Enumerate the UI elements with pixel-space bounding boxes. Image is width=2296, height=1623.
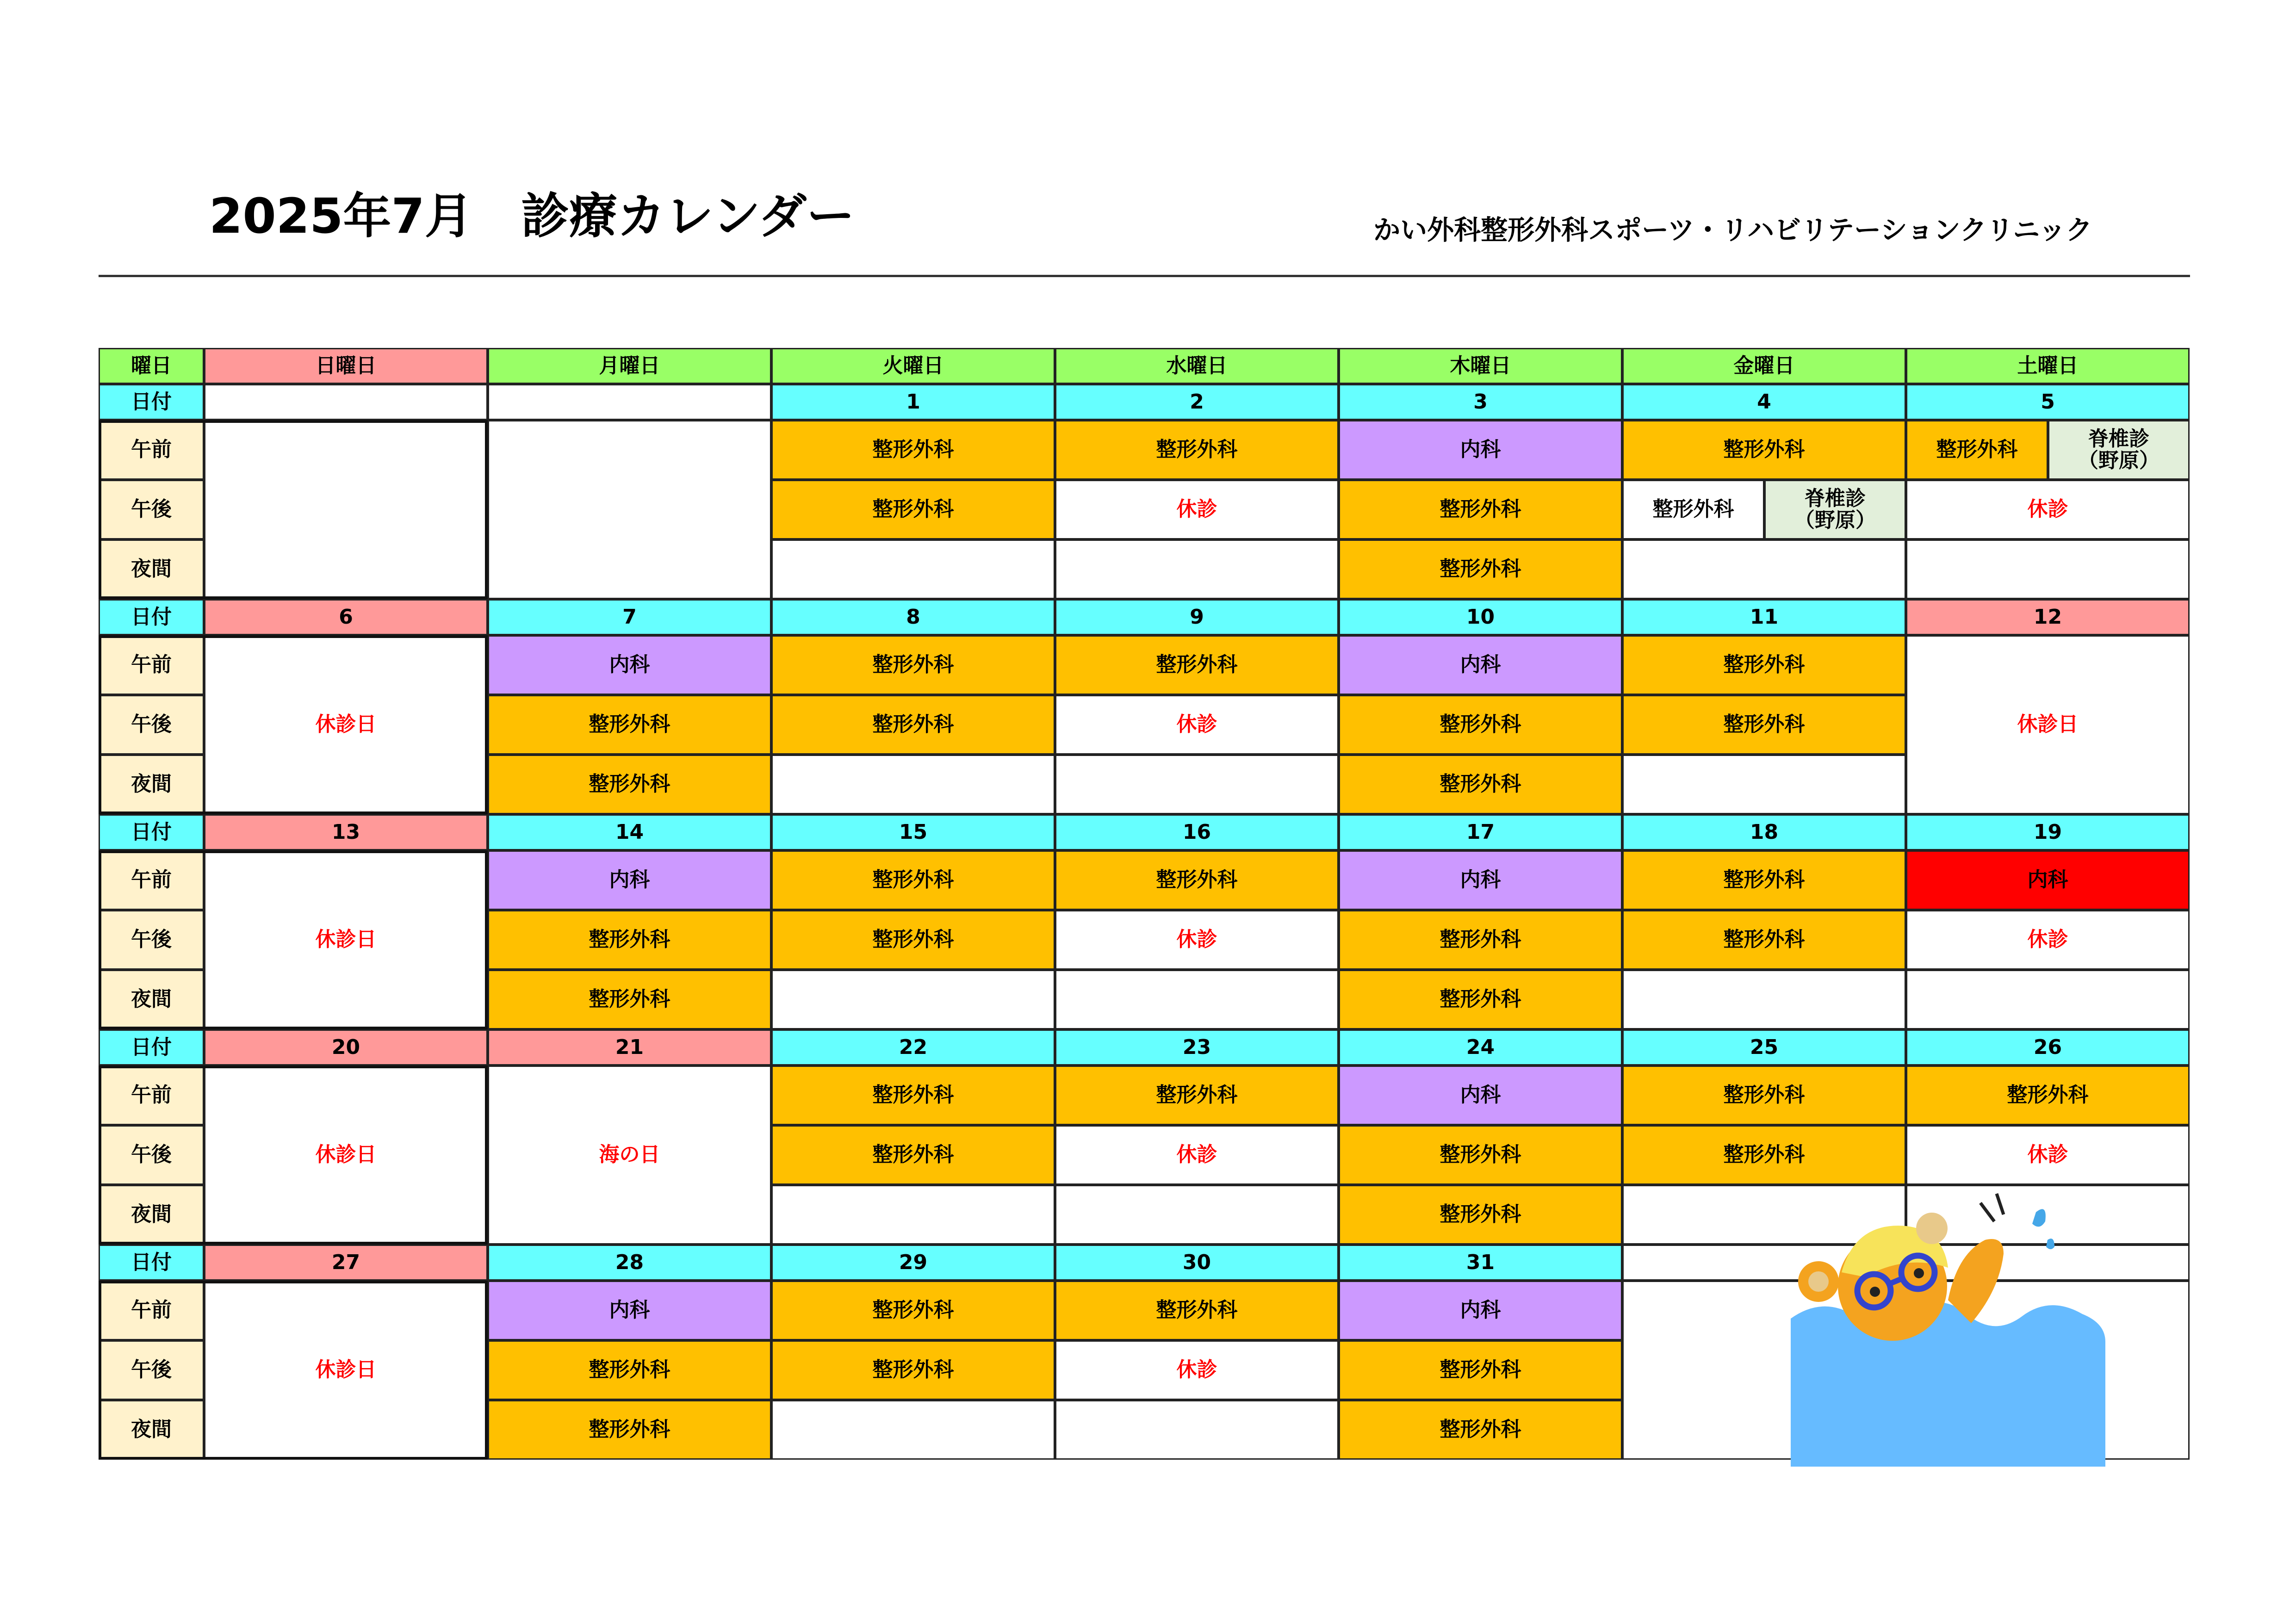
schedule-cell — [1906, 539, 2190, 599]
date-cell — [204, 384, 488, 420]
weekday-header-2: 火曜日 — [771, 348, 1055, 384]
schedule-cell: 整形外科 — [1055, 850, 1339, 910]
clinic-name: かい外科整形外科スポーツ・リハビリテーションクリニック — [1373, 214, 2092, 246]
weekday-header-4: 木曜日 — [1339, 348, 1622, 384]
schedule-cell — [1622, 539, 1906, 599]
session-label-am: 午前 — [99, 850, 204, 910]
date-cell: 16 — [1055, 814, 1339, 850]
date-row-label: 日付 — [99, 814, 204, 850]
date-cell: 12 — [1906, 599, 2190, 635]
date-cell: 8 — [771, 599, 1055, 635]
schedule-cell — [1055, 539, 1339, 599]
schedule-cell: 内科 — [1339, 420, 1622, 480]
schedule-cell: 内科 — [488, 850, 771, 910]
date-cell: 11 — [1622, 599, 1906, 635]
schedule-cell — [771, 1400, 1055, 1460]
date-row-label: 日付 — [99, 1245, 204, 1281]
schedule-cell: 整形外科 — [1622, 850, 1906, 910]
day-closed-cell — [204, 420, 488, 599]
schedule-cell: 整形外科 — [1339, 910, 1622, 970]
date-cell: 21 — [488, 1029, 771, 1065]
session-label-night: 夜間 — [99, 539, 204, 599]
schedule-cell-spine: 脊椎診 （野原） — [2048, 420, 2190, 480]
schedule-cell: 整形外科 — [1339, 755, 1622, 814]
schedule-cell — [1055, 755, 1339, 814]
header-divider — [99, 275, 2190, 277]
day-closed-cell: 休診日 — [204, 1281, 488, 1460]
date-cell: 25 — [1622, 1029, 1906, 1065]
schedule-cell: 整形外科 — [771, 1125, 1055, 1185]
session-label-am: 午前 — [99, 635, 204, 695]
schedule-cell: 整形外科 — [1339, 970, 1622, 1029]
schedule-cell: 整形外科 — [771, 635, 1055, 695]
schedule-cell: 整形外科 — [1339, 1340, 1622, 1400]
day-closed-cell: 休診日 — [204, 635, 488, 814]
weekday-header-corner: 曜日 — [99, 348, 204, 384]
date-row-label: 日付 — [99, 384, 204, 420]
day-closed-cell: 休診日 — [204, 850, 488, 1029]
schedule-cell: 整形外科 — [771, 1340, 1055, 1400]
schedule-cell: 内科 — [1339, 635, 1622, 695]
schedule-cell: 内科 — [488, 1281, 771, 1340]
session-label-am: 午前 — [99, 1065, 204, 1125]
date-cell: 3 — [1339, 384, 1622, 420]
schedule-cell: 休診 — [1906, 910, 2190, 970]
page-title: 2025年7月 診療カレンダー — [209, 188, 855, 244]
schedule-cell: 整形外科 — [771, 1281, 1055, 1340]
schedule-cell: 休診 — [1055, 1340, 1339, 1400]
date-cell: 2 — [1055, 384, 1339, 420]
schedule-cell: 整形外科 — [1622, 1125, 1906, 1185]
schedule-cell — [1622, 755, 1906, 814]
schedule-cell: 整形外科 — [1055, 420, 1339, 480]
schedule-cell — [1055, 1185, 1339, 1245]
weekday-header-6: 土曜日 — [1906, 348, 2190, 384]
schedule-cell: 内科 — [1339, 1065, 1622, 1125]
date-cell: 14 — [488, 814, 771, 850]
swimming-bear-mascot-icon — [1786, 1184, 2110, 1467]
weekday-header-5: 金曜日 — [1622, 348, 1906, 384]
date-cell: 24 — [1339, 1029, 1622, 1065]
day-closed-cell: 海の日 — [488, 1065, 771, 1245]
schedule-cell — [771, 1185, 1055, 1245]
schedule-cell — [1622, 970, 1906, 1029]
schedule-cell — [1055, 970, 1339, 1029]
schedule-cell — [771, 539, 1055, 599]
date-cell: 31 — [1339, 1245, 1622, 1281]
date-cell: 30 — [1055, 1245, 1339, 1281]
date-cell: 18 — [1622, 814, 1906, 850]
schedule-cell: 整形外科 — [1339, 1185, 1622, 1245]
schedule-cell — [1906, 970, 2190, 1029]
date-cell: 19 — [1906, 814, 2190, 850]
schedule-cell: 整形外科 — [1055, 635, 1339, 695]
date-cell: 9 — [1055, 599, 1339, 635]
schedule-cell: 休診 — [1906, 480, 2190, 539]
date-cell: 17 — [1339, 814, 1622, 850]
schedule-cell: 整形外科 — [1622, 480, 1764, 539]
session-label-night: 夜間 — [99, 1400, 204, 1460]
date-cell: 13 — [204, 814, 488, 850]
date-cell — [488, 384, 771, 420]
schedule-cell: 整形外科 — [1339, 480, 1622, 539]
weekday-header-0: 日曜日 — [204, 348, 488, 384]
date-cell: 1 — [771, 384, 1055, 420]
schedule-cell: 整形外科 — [771, 910, 1055, 970]
schedule-cell: 整形外科 — [1339, 695, 1622, 755]
schedule-cell: 整形外科 — [771, 420, 1055, 480]
schedule-cell: 整形外科 — [1055, 1065, 1339, 1125]
day-closed-cell: 休診日 — [204, 1065, 488, 1245]
schedule-cell: 整形外科 — [488, 695, 771, 755]
schedule-cell: 内科 — [1906, 850, 2190, 910]
session-label-night: 夜間 — [99, 970, 204, 1029]
schedule-cell-spine: 脊椎診 （野原） — [1764, 480, 1906, 539]
day-closed-cell: 休診日 — [1906, 635, 2190, 814]
schedule-cell: 整形外科 — [1906, 1065, 2190, 1125]
session-label-am: 午前 — [99, 1281, 204, 1340]
schedule-cell: 整形外科 — [771, 480, 1055, 539]
schedule-cell: 休診 — [1055, 1125, 1339, 1185]
session-label-pm: 午後 — [99, 1125, 204, 1185]
date-cell: 6 — [204, 599, 488, 635]
schedule-cell: 休診 — [1906, 1125, 2190, 1185]
schedule-cell: 整形外科 — [771, 1065, 1055, 1125]
date-cell: 26 — [1906, 1029, 2190, 1065]
session-label-night: 夜間 — [99, 1185, 204, 1245]
date-row-label: 日付 — [99, 1029, 204, 1065]
schedule-cell: 整形外科 — [1622, 420, 1906, 480]
schedule-cell: 整形外科 — [1622, 695, 1906, 755]
schedule-cell: 整形外科 — [488, 970, 771, 1029]
schedule-cell: 整形外科 — [488, 1400, 771, 1460]
schedule-cell: 整形外科 — [1339, 539, 1622, 599]
session-label-pm: 午後 — [99, 480, 204, 539]
date-cell: 7 — [488, 599, 771, 635]
schedule-cell: 整形外科 — [1339, 1400, 1622, 1460]
schedule-cell — [1055, 1400, 1339, 1460]
session-label-am: 午前 — [99, 420, 204, 480]
date-cell: 15 — [771, 814, 1055, 850]
weekday-header-3: 水曜日 — [1055, 348, 1339, 384]
weekday-header-1: 月曜日 — [488, 348, 771, 384]
schedule-cell: 内科 — [1339, 850, 1622, 910]
session-label-pm: 午後 — [99, 1340, 204, 1400]
date-cell: 4 — [1622, 384, 1906, 420]
schedule-cell: 整形外科 — [1906, 420, 2048, 480]
schedule-cell: 整形外科 — [488, 1340, 771, 1400]
date-cell: 29 — [771, 1245, 1055, 1281]
schedule-cell: 整形外科 — [1622, 910, 1906, 970]
schedule-cell: 内科 — [488, 635, 771, 695]
date-cell: 22 — [771, 1029, 1055, 1065]
schedule-cell: 整形外科 — [1622, 635, 1906, 695]
session-label-night: 夜間 — [99, 755, 204, 814]
schedule-cell: 整形外科 — [488, 755, 771, 814]
schedule-cell: 整形外科 — [771, 695, 1055, 755]
schedule-cell — [771, 755, 1055, 814]
schedule-cell: 内科 — [1339, 1281, 1622, 1340]
session-label-pm: 午後 — [99, 910, 204, 970]
schedule-cell: 休診 — [1055, 695, 1339, 755]
date-cell: 10 — [1339, 599, 1622, 635]
date-cell: 23 — [1055, 1029, 1339, 1065]
schedule-cell: 整形外科 — [1622, 1065, 1906, 1125]
schedule-cell: 整形外科 — [1055, 1281, 1339, 1340]
schedule-cell: 休診 — [1055, 910, 1339, 970]
session-label-pm: 午後 — [99, 695, 204, 755]
day-closed-cell — [488, 420, 771, 599]
schedule-cell — [771, 970, 1055, 1029]
schedule-cell: 整形外科 — [771, 850, 1055, 910]
date-cell: 27 — [204, 1245, 488, 1281]
date-row-label: 日付 — [99, 599, 204, 635]
date-cell: 28 — [488, 1245, 771, 1281]
date-cell: 20 — [204, 1029, 488, 1065]
schedule-cell: 休診 — [1055, 480, 1339, 539]
schedule-cell: 整形外科 — [1339, 1125, 1622, 1185]
date-cell: 5 — [1906, 384, 2190, 420]
schedule-cell: 整形外科 — [488, 910, 771, 970]
